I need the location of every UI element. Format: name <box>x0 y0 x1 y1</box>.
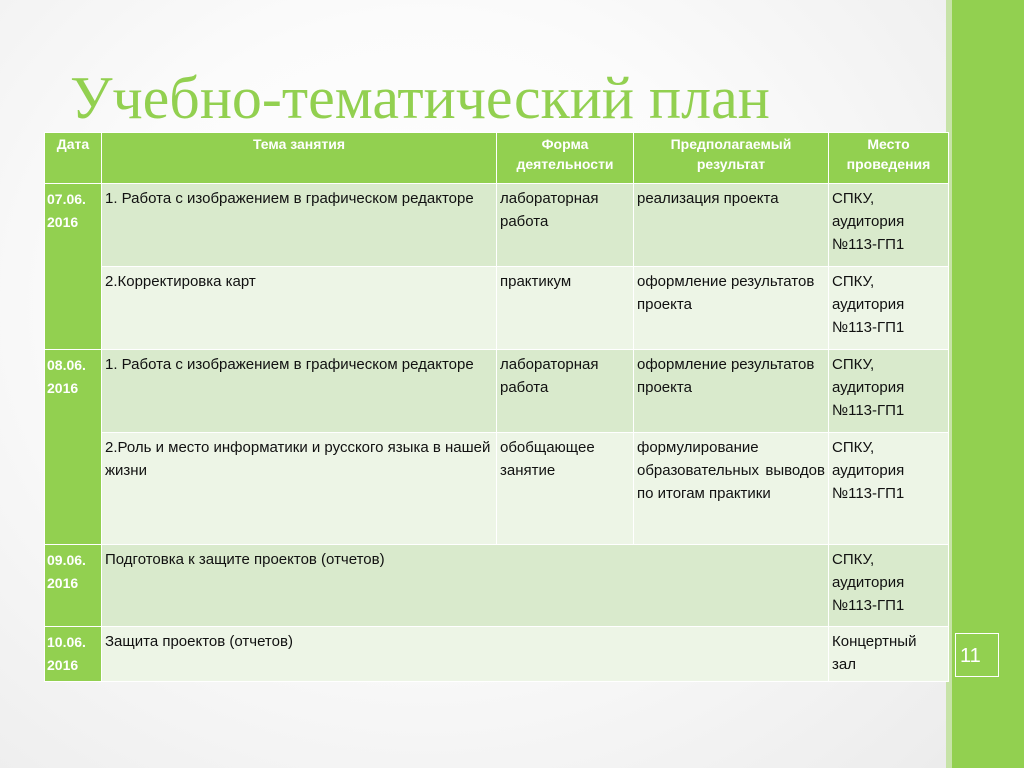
table-row <box>45 267 949 350</box>
page-number: 11 <box>955 633 999 677</box>
form-cell: обобщающее занятие <box>497 433 634 545</box>
result-cell: реализация проекта <box>634 184 829 267</box>
header-place: Место проведения <box>829 133 949 184</box>
topic-cell: 2.Роль и место информатики и русского языка в нашей жизни <box>102 433 497 545</box>
table-header-row <box>45 133 949 184</box>
topic-cell: 1. Работа с изображением в графическом редакторе <box>102 184 497 267</box>
header-form: Форма деятельности <box>497 133 634 184</box>
form-cell: лабораторная работа <box>497 184 634 267</box>
date-cell: 10.06. 2016 <box>45 627 102 682</box>
topic-cell: 2.Корректировка карт <box>102 267 497 350</box>
result-cell: оформление результатов проекта <box>634 350 829 433</box>
date-cell: 08.06. 2016 <box>45 350 102 545</box>
table-row <box>45 184 949 267</box>
header-date: Дата <box>45 133 102 184</box>
table-row <box>45 545 949 627</box>
table-row <box>45 350 949 433</box>
date-cell: 07.06. 2016 <box>45 184 102 350</box>
topic-cell: 1. Работа с изображением в графическом редакторе <box>102 350 497 433</box>
date-cell: 09.06. 2016 <box>45 545 102 627</box>
place-cell: СПКУ, аудитория №113-ГП1 <box>829 545 949 627</box>
table-row <box>45 627 949 682</box>
topic-cell: Защита проектов (отчетов) <box>102 627 829 682</box>
header-topic: Тема занятия <box>102 133 497 184</box>
form-cell: лабораторная работа <box>497 350 634 433</box>
place-cell: СПКУ, аудитория №113-ГП1 <box>829 267 949 350</box>
form-cell: практикум <box>497 267 634 350</box>
header-result: Предполагаемый результат <box>634 133 829 184</box>
schedule-table <box>44 132 949 682</box>
place-cell: Концертный зал <box>829 627 949 682</box>
place-cell: СПКУ, аудитория №113-ГП1 <box>829 433 949 545</box>
topic-cell: Подготовка к защите проектов (отчетов) <box>102 545 829 627</box>
result-cell: оформление результатов проекта <box>634 267 829 350</box>
slide-title: Учебно-тематический план <box>70 65 770 131</box>
table-row <box>45 433 949 545</box>
place-cell: СПКУ, аудитория №113-ГП1 <box>829 184 949 267</box>
result-cell: формулирование образовательных выводов по итогам практики <box>634 433 829 545</box>
place-cell: СПКУ, аудитория №113-ГП1 <box>829 350 949 433</box>
